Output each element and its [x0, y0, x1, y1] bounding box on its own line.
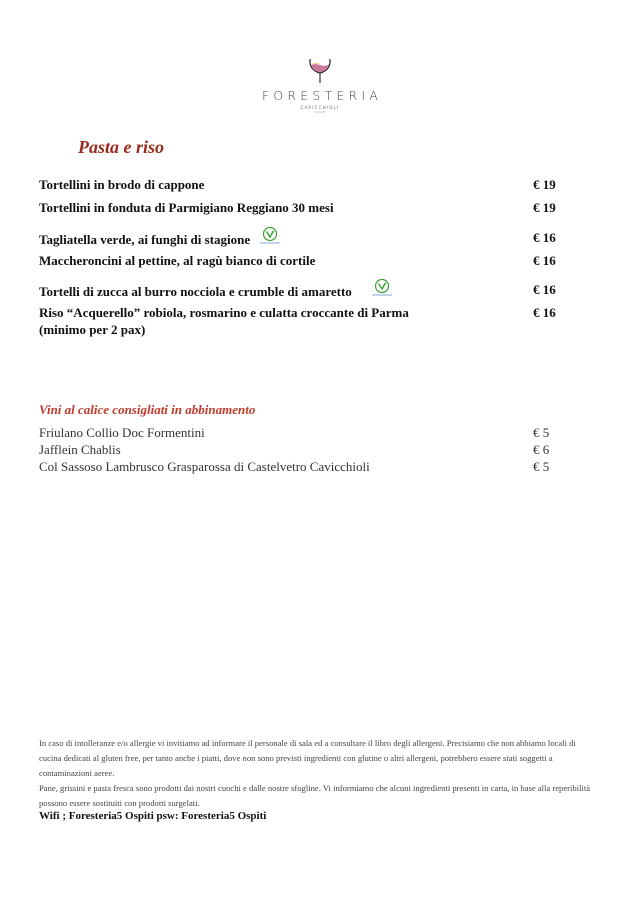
- wine-glass-icon: [305, 56, 335, 84]
- dish-item: [39, 199, 559, 216]
- section-title: Pasta e riso: [78, 137, 165, 157]
- wine-item: [39, 424, 559, 441]
- dish-item: [39, 281, 559, 305]
- wine-price: € 6: [533, 442, 550, 457]
- dish-price: € 16: [533, 282, 556, 297]
- wine-item: [39, 458, 559, 475]
- vegetarian-leaf-icon: [370, 278, 394, 302]
- ingredients-note: Pane, grissini e pasta fresca sono prodotti dai nostri cuochi e dalle nostre sfogline. Vi informiamo che alcuni ingredienti presenti in carta, in base alla reperibilità possono essere sostituiti con prodotti surgelati.: [39, 783, 591, 808]
- logo-subtitle: CAVICCHIOLI: [300, 105, 340, 110]
- vegetarian-leaf-icon: [258, 226, 282, 250]
- dish-price: € 19: [533, 200, 556, 215]
- allergen-note: In caso di intolleranze e/o allergie vi invitiamo ad informare il personale di sala ed a consultare il libro degli allergeni. Precisiamo che non abbiamo locali di cucina dedicati al gluten free, per tanto anche i piatti, dove non sono previsti ingredienti con glutine o altri allergeni, potrebbero essere stati soggetti a contaminazioni aeree.: [39, 738, 576, 778]
- dish-name: Tagliatella verde, ai funghi di stagione: [39, 231, 251, 247]
- dish-note: (minimo per 2 pax): [39, 322, 146, 337]
- wifi-info: Wifi ; Foresteria5 Ospiti psw: Foresteria5 Ospiti: [39, 810, 267, 822]
- wine-section-title: Vini al calice consigliati in abbinamento: [39, 402, 256, 417]
- wine-name: Col Sassoso Lambrusco Grasparossa di Castelvetro Cavicchioli: [39, 459, 370, 474]
- logo-name: FORESTERIA: [261, 88, 382, 103]
- dish-item: [39, 252, 559, 269]
- dish-item: [39, 229, 559, 253]
- wine-price: € 5: [533, 459, 550, 474]
- logo: [0, 56, 640, 114]
- wine-name: Friulano Collio Doc Formentini: [39, 425, 205, 440]
- dish-item: [39, 176, 559, 193]
- dish-name: Tortellini in fonduta di Parmigiano Reggiano 30 mesi: [39, 200, 334, 215]
- dish-price: € 16: [533, 305, 556, 320]
- dish-name: Maccheroncini al pettine, al ragù bianco di cortile: [39, 253, 316, 268]
- dish-name: Riso “Acquerello” robiola, rosmarino e culatta croccante di Parma: [39, 305, 409, 320]
- dish-price: € 19: [533, 177, 556, 192]
- dish-name: Tortellini in brodo di cappone: [39, 177, 205, 192]
- wine-name: Jafflein Chablis: [39, 442, 121, 457]
- dish-name: Tortelli di zucca al burro nocciola e crumble di amaretto: [39, 283, 352, 299]
- dish-price: € 16: [533, 230, 556, 245]
- wine-item: [39, 441, 559, 458]
- dish-item: [39, 304, 559, 338]
- wine-price: € 5: [533, 425, 550, 440]
- logo-year: 1928: [314, 110, 326, 114]
- dish-price: € 16: [533, 253, 556, 268]
